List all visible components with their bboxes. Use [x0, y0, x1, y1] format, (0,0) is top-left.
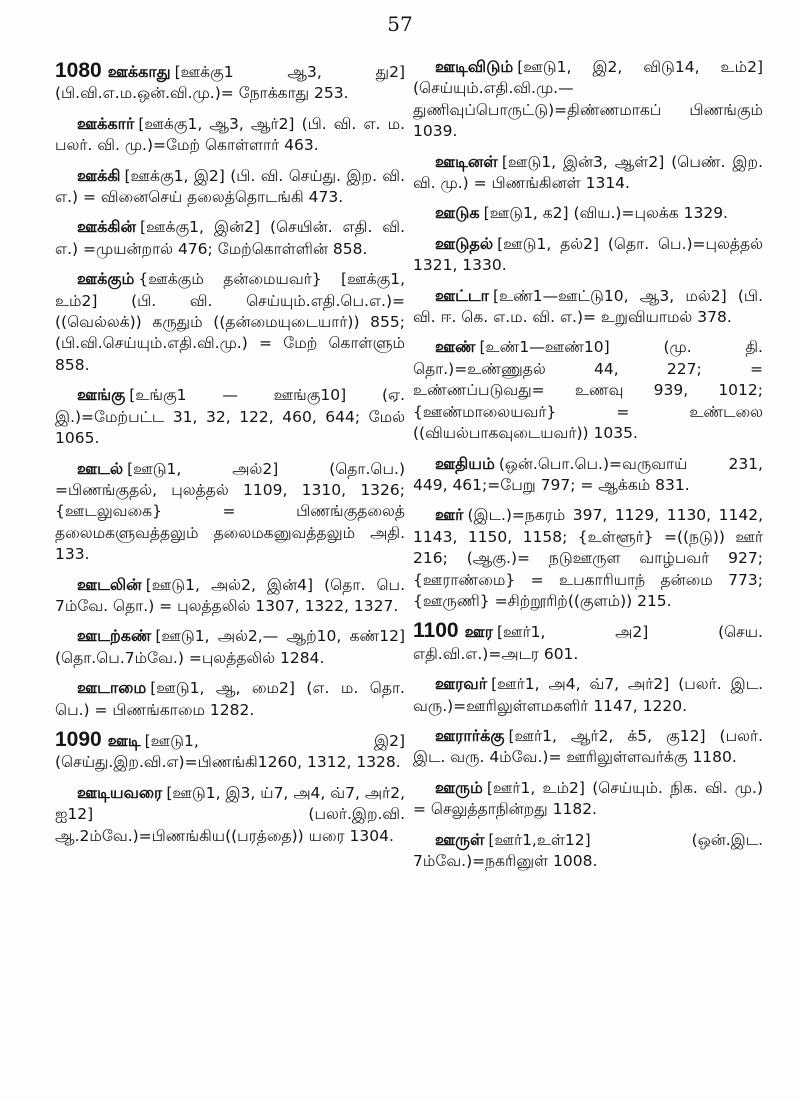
dictionary-entry — [413, 336, 763, 444]
definition: [ஊடு1, க2] (விய.)=புலக்க 1329. — [483, 204, 728, 223]
definition: [ஊடு1, இன்3, ஆள்2] (பெண். இற. வி. மு.) = பிணங்கினள் 1314. — [413, 152, 763, 193]
definition: [ஊக்கு1, ஆ3, ஆர்2] (பி. வி. எ. ம. பலர். வி. மு.)=மேற் கொள்ளார் 463. — [55, 114, 405, 155]
dictionary-entry — [55, 268, 405, 376]
headword: ஊர் — [435, 505, 464, 525]
headword: ஊடாமை — [77, 678, 147, 698]
headword: ஊடி — [107, 730, 141, 750]
headword: ஊடியவரை — [77, 782, 163, 802]
dictionary-entry — [413, 620, 763, 665]
definition: [உங்கு1 — ஊங்கு10] (ஏ. இ.)=மேற்பட்ட 31, 32, 122, 460, 644; மேல் 1065. — [55, 386, 405, 448]
left-column — [55, 56, 405, 855]
dictionary-entry — [55, 574, 405, 618]
dictionary-entry — [413, 725, 763, 769]
definition: [ஊர்1, உம்2] (செய்யும். நிக. வி. மு.) = செலுத்தாநின்றது 1182. — [413, 778, 763, 819]
definition: (ஒன்.பொ.பெ.)=வருவாய் 231, 449, 461;=பேறு 797; = ஆக்கம் 831. — [413, 454, 763, 494]
headword: ஊதியம் — [435, 453, 495, 473]
headword: ஊரார்க்கு — [435, 725, 505, 745]
headword: ஊண் — [435, 337, 476, 357]
definition: [ஊடு1, இ3, ய்7, அ4, வ்7, அர்2, ஐ12] (பலர்.இற.வி. ஆ.2ம்வே.)=பிணங்கிய((பரத்தை)) யரை 1304. — [55, 783, 405, 845]
headword: ஊடினள் — [435, 151, 498, 171]
entry-number: 1080 — [55, 59, 102, 82]
headword: ஊடிவிடும் — [435, 57, 514, 76]
headword: ஊடலின் — [77, 574, 142, 594]
dictionary-entry — [55, 216, 405, 260]
right-column — [413, 56, 763, 880]
dictionary-entry — [413, 453, 763, 497]
dictionary-entry — [55, 165, 405, 209]
definition: [ஊர்1, ஆர்2, க்5, கு12] (பலர். இட. வரு. 4ம்வே.)= ஊரிலுள்ளவர்க்கு 1180. — [413, 726, 763, 767]
definition: [ஊடு1, அல்2] (தொ.பெ.) =பிணங்குதல், புலத்தல் 1109, 1310, 1326; {ஊடலுவகை} = பிணங்குதலைத் தலைமகளுவத்தலும் தலைமகனுவத்தலும் அதி. 133. — [55, 459, 405, 564]
definition: [ஊக்கு1 ஆ3, து2] (பி.வி.எ.ம.ஒன்.வி.மு.)= நோக்காது 253. — [55, 63, 405, 103]
headword: ஊடுக — [435, 203, 480, 223]
headword: ஊக்காது — [107, 62, 171, 81]
definition: [ஊடு1, தல்2] (தொ. பெ.)=புலத்தல் 1321, 1330. — [413, 234, 763, 275]
dictionary-entry — [413, 202, 763, 224]
dictionary-entry — [413, 285, 763, 329]
dictionary-entry — [413, 504, 763, 612]
headword: ஊர — [464, 622, 493, 642]
dictionary-entry — [55, 60, 405, 105]
dictionary-entry — [55, 625, 405, 669]
definition: [உண்1—ஊட்டு10, ஆ3, மல்2] (பி. வி. ஈ. கெ. எ.ம. வி. எ.)= உறுவியாமல் 378. — [413, 286, 763, 327]
headword: ஊரும் — [435, 777, 483, 797]
definition: [ஊர்1,உள்12] (ஒன்.இட. 7ம்வே.)=நகரினுள் 1008. — [413, 830, 763, 870]
headword: ஊடற்கண் — [77, 626, 152, 646]
dictionary-entry — [413, 829, 763, 873]
entry-number: 1090 — [55, 727, 102, 751]
dictionary-entry — [55, 458, 405, 566]
definition: [ஊக்கு1, இன்2] (செயின். எதி. வி. எ.) =முயன்றால் 476; மேற்கொள்ளின் 858. — [55, 218, 405, 258]
definition: [ஊடு1, இ2] (செய்து.இற.வி.எ)=பிணங்கி1260, 1312, 1328. — [55, 731, 405, 772]
dictionary-entry — [413, 673, 763, 717]
headword: ஊடுதல் — [435, 233, 494, 253]
definition: [ஊக்கு1, இ2] (பி. வி. செய்து. இற. வி. எ.) = வினைசெய் தலைத்தொடங்கி 473. — [55, 166, 405, 207]
definition: [ஊர்1, அ2] (செய. எதி.வி.எ.)=அடர 601. — [413, 623, 763, 663]
definition: (இட.)=நகரம் 397, 1129, 1130, 1142, 1143, 1150, 1158; {உள்ளூர்} =((நடு)) ஊர் 216; (ஆகு.)= நடுஊருள வாழ்பவர் 927; {ஊராண்மை} = உபகாரியாந் தன்மை 773; {ஊருணி} =சிற்றூரிற்((குளம்)) 215. — [413, 506, 763, 610]
headword: ஊக்கும் — [77, 269, 135, 289]
dictionary-entry — [55, 384, 405, 449]
definition: [ஊடு1, அல்2,— ஆற்10, கண்12] (தொ.பெ.7ம்வே.) =புலத்தலில் 1284. — [55, 627, 405, 667]
dictionary-entry — [55, 729, 405, 774]
definition: [உண்1—ஊண்10] (மு. தி. தொ.)=உண்ணுதல் 44, 227; = உண்ணப்படுவது= உணவு 939, 1012; {ஊண்மாலையவர்} = உண்டலை ((வியல்பாகவுடையவர்)) 1035. — [413, 338, 763, 443]
dictionary-entry — [55, 677, 405, 721]
headword: ஊடல் — [77, 458, 124, 478]
page-number: 57 — [387, 12, 413, 36]
headword: ஊட்டா — [435, 285, 489, 305]
definition: [ஊர்1, அ4, வ்7, அர்2] (பலர். இட. வரு.)=ஊரிலுள்ளமகளிர் 1147, 1220. — [413, 675, 763, 715]
headword: ஊக்கார் — [77, 113, 135, 133]
definition: [ஊடு1, இ2, விடு14, உம்2] (செய்யும்.எதி.வி.மு.—துணிவுப்பொருட்டு)=திண்ணமாகப் பிணங்கும் 1039. — [413, 58, 763, 141]
headword: ஊக்கின் — [77, 217, 136, 237]
headword: ஊருள் — [435, 829, 485, 849]
headword: ஊரவர் — [435, 674, 488, 694]
entry-number: 1100 — [413, 619, 459, 643]
definition: {ஊக்கும் தன்மையவர்} [ஊக்கு1, உம்2] (பி. வி. செய்யும்.எதி.பெ.எ.)=((வெல்லக்)) கருதும் ((தன்மையுடையார்)) 855; (பி.வி.செய்யும்.எதி.வி.மு.) = மேற் கொள்ளும் 858. — [55, 270, 405, 374]
headword: ஊங்கு — [77, 385, 126, 405]
dictionary-entry — [413, 233, 763, 277]
definition: [ஊடு1, ஆ, மை2] (எ. ம. தொ. பெ.) = பிணங்காமை 1282. — [55, 679, 405, 719]
definition: [ஊடு1, அல்2, இன்4] (தொ. பெ. 7ம்வே. தொ.) = புலத்தலில் 1307, 1322, 1327. — [55, 575, 405, 615]
dictionary-entry — [413, 151, 763, 195]
headword: ஊக்கி — [77, 165, 121, 185]
dictionary-entry — [413, 56, 763, 143]
dictionary-entry — [55, 782, 405, 847]
dictionary-entry — [413, 777, 763, 821]
dictionary-entry — [55, 113, 405, 157]
